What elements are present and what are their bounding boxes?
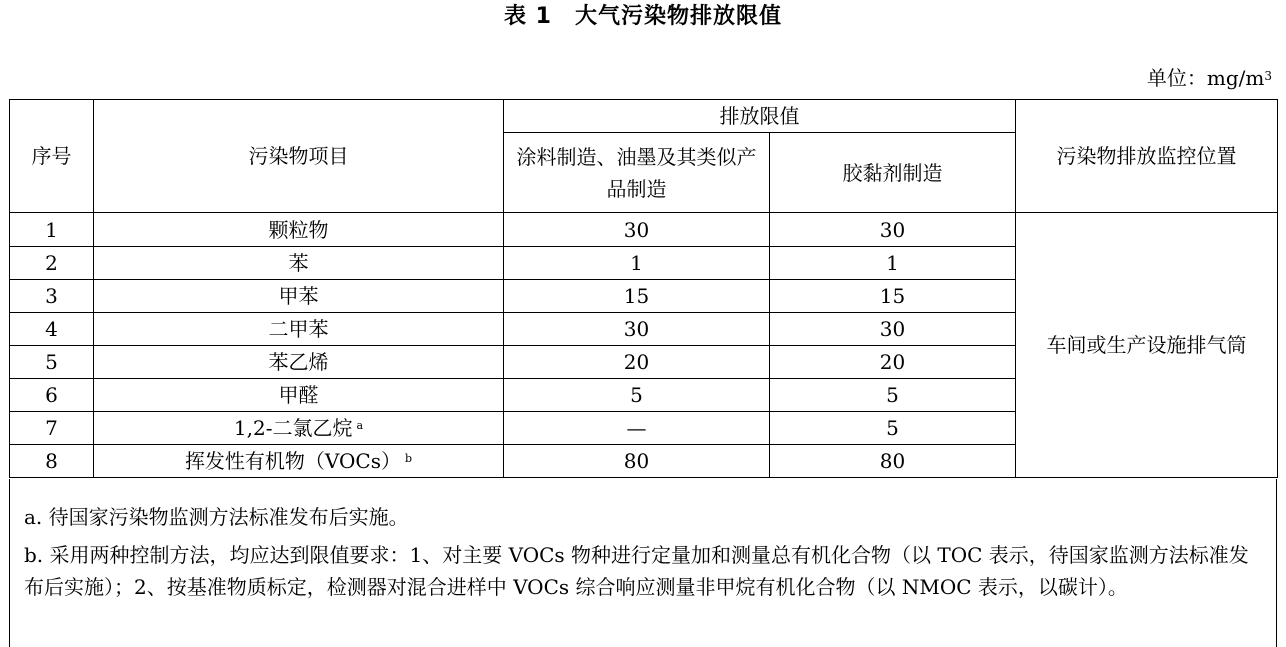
footnote-marker: b bbox=[405, 452, 413, 465]
header-position: 污染物排放监控位置 bbox=[1016, 100, 1278, 213]
cell-limit-a: 30 bbox=[504, 313, 770, 346]
cell-seq: 7 bbox=[10, 412, 94, 445]
table-row bbox=[10, 213, 1278, 247]
cell-limit-a: — bbox=[504, 412, 770, 445]
item-name: 苯乙烯 bbox=[268, 350, 329, 374]
header-limit-group: 排放限值 bbox=[504, 100, 1016, 133]
cell-item bbox=[94, 379, 504, 412]
item-name: 1,2-二氯乙烷 bbox=[233, 416, 353, 440]
cell-limit-b: 20 bbox=[770, 346, 1016, 379]
cell-limit-b: 30 bbox=[770, 313, 1016, 346]
footnote-a: a. 待国家污染物监测方法标准发布后实施。 bbox=[24, 505, 409, 529]
cell-seq: 4 bbox=[10, 313, 94, 346]
footnotes bbox=[9, 479, 1277, 647]
cell-limit-b: 15 bbox=[770, 280, 1016, 313]
item-name: 挥发性有机物（VOCs） bbox=[184, 449, 401, 473]
cell-seq: 8 bbox=[10, 445, 94, 478]
cell-item bbox=[94, 213, 504, 247]
item-name: 二甲苯 bbox=[268, 317, 329, 341]
cell-limit-b: 30 bbox=[770, 213, 1016, 247]
cell-limit-b: 1 bbox=[770, 247, 1016, 280]
cell-limit-b: 80 bbox=[770, 445, 1016, 478]
header-col-b: 胶黏剂制造 bbox=[770, 133, 1016, 213]
cell-seq: 1 bbox=[10, 213, 94, 247]
cell-limit-a: 30 bbox=[504, 213, 770, 247]
cell-limit-a: 1 bbox=[504, 247, 770, 280]
header-col-a-text: 涂料制造、油墨及其类似产品制造 bbox=[516, 144, 757, 201]
footnote-b: b. 采用两种控制方法，均应达到限值要求：1、对主要 VOCs 物种进行定量加和测量总有机化合物（以 TOC 表示，待国家监测方法标准发布后实施）；2、按基准物质标定，检测器对混合进样中 VOCs 综合响应测量非甲烷有机化合物（以 NMOC 表示，以碳计）。 bbox=[24, 543, 1249, 599]
cell-item bbox=[94, 346, 504, 379]
cell-item bbox=[94, 280, 504, 313]
cell-monitor-position bbox=[1016, 213, 1278, 478]
unit-label bbox=[1147, 64, 1272, 92]
unit-superscript: 3 bbox=[1264, 69, 1272, 83]
cell-limit-a: 5 bbox=[504, 379, 770, 412]
cell-seq: 2 bbox=[10, 247, 94, 280]
cell-seq: 3 bbox=[10, 280, 94, 313]
header-row-1 bbox=[10, 100, 1278, 133]
item-name: 甲苯 bbox=[278, 284, 319, 308]
cell-limit-a: 20 bbox=[504, 346, 770, 379]
cell-item bbox=[94, 445, 504, 478]
cell-item bbox=[94, 412, 504, 445]
table-title: 表 1 大气污染物排放限值 bbox=[504, 4, 782, 29]
cell-limit-b: 5 bbox=[770, 379, 1016, 412]
header-seq: 序号 bbox=[10, 100, 94, 213]
footnote-marker: a bbox=[356, 419, 364, 432]
header-col-a bbox=[504, 133, 770, 213]
cell-item bbox=[94, 313, 504, 346]
item-name: 甲醛 bbox=[278, 383, 319, 407]
emission-limits-table bbox=[9, 99, 1278, 478]
cell-seq: 5 bbox=[10, 346, 94, 379]
cell-item bbox=[94, 247, 504, 280]
cell-limit-a: 15 bbox=[504, 280, 770, 313]
item-name: 苯 bbox=[288, 251, 309, 275]
cell-limit-a: 80 bbox=[504, 445, 770, 478]
cell-seq: 6 bbox=[10, 379, 94, 412]
monitor-position-text: 车间或生产设施排气筒 bbox=[1046, 333, 1247, 357]
header-item: 污染物项目 bbox=[94, 100, 504, 213]
item-name: 颗粒物 bbox=[268, 217, 329, 242]
cell-limit-b: 5 bbox=[770, 412, 1016, 445]
unit-text: 单位：mg/m bbox=[1146, 66, 1265, 90]
